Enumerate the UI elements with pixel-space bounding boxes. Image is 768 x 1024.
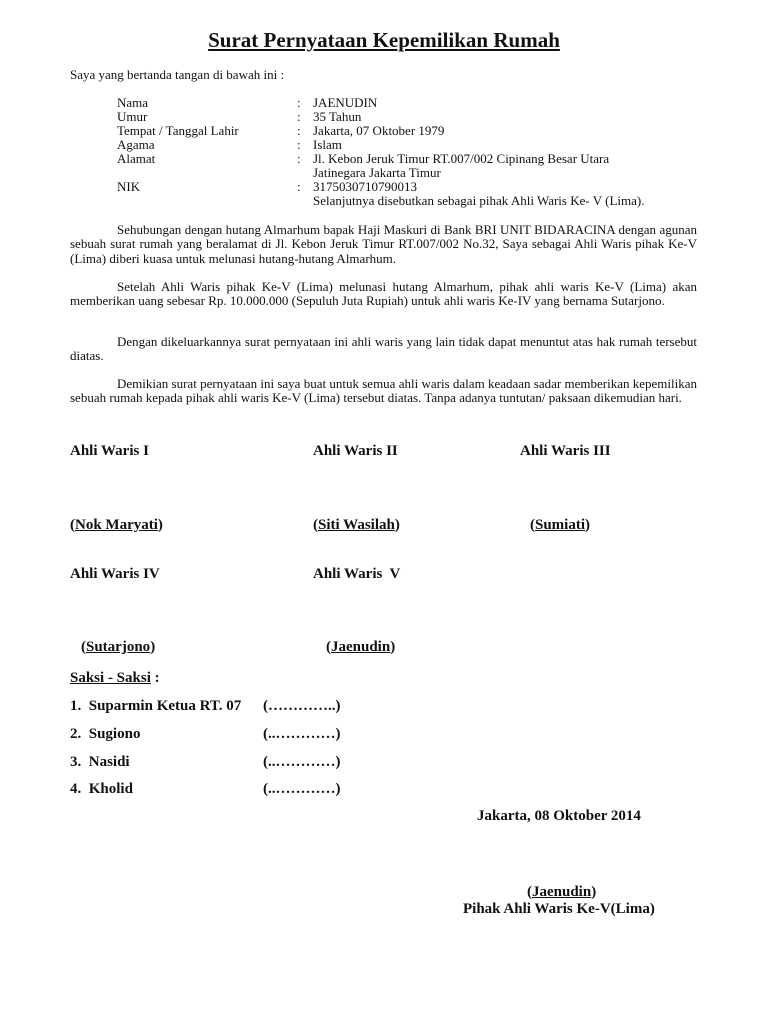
- witness-number: 2.: [70, 726, 82, 742]
- heir-name-text: Siti Wasilah: [318, 517, 395, 533]
- witness-signature-blank: (..…………): [263, 726, 341, 742]
- witness-row: [70, 726, 140, 743]
- intro-text: Saya yang bertanda tangan di bawah ini :: [70, 67, 285, 82]
- field-colon: :: [297, 179, 301, 194]
- field-colon: :: [297, 123, 301, 138]
- heir-3-name: (Sumiati): [530, 517, 591, 533]
- field-label: Umur: [117, 109, 148, 124]
- field-colon: :: [297, 109, 301, 124]
- heir-2-title: Ahli Waris II: [313, 443, 398, 459]
- witness-number: 1.: [70, 698, 82, 714]
- field-value: Jakarta, 07 Oktober 1979: [313, 123, 445, 138]
- witnesses-heading: [70, 670, 160, 687]
- witness-number: 3.: [70, 754, 82, 770]
- heir-name-text: Jaenudin: [331, 639, 391, 655]
- witnesses-heading-colon: :: [154, 670, 160, 686]
- heir-4-title: Ahli Waris IV: [70, 566, 160, 582]
- field-value: Selanjutnya disebutkan sebagai pihak Ahli Waris Ke- V (Lima).: [313, 193, 645, 208]
- heir-2-name: (Siti Wasilah): [313, 517, 400, 533]
- signatory-role: Pihak Ahli Waris Ke-V(Lima): [463, 901, 655, 917]
- paragraph-no-claim: Dengan dikeluarkannya surat pernyataan ini ahli waris yang lain tidak dapat menuntut atas hak rumah tersebut diatas.: [70, 334, 697, 364]
- witness-number: 4.: [70, 781, 82, 797]
- heir-1-name: (Nok Maryati): [70, 517, 163, 533]
- witness-name: Nasidi: [88, 754, 130, 770]
- heir-5-name: (Jaenudin): [326, 639, 396, 655]
- heir-4-name: (Sutarjono): [81, 639, 156, 655]
- signatory-name-text: Jaenudin: [532, 884, 592, 900]
- witness-row: [70, 754, 130, 771]
- witness-signature-blank: (…………..): [263, 698, 341, 714]
- field-label: Agama: [117, 137, 155, 152]
- field-label: Nama: [117, 95, 149, 110]
- heir-name-text: Sumiati: [535, 517, 586, 533]
- field-colon: :: [297, 137, 301, 152]
- field-label: Alamat: [117, 151, 156, 166]
- field-value: JAENUDIN: [313, 95, 378, 110]
- field-colon: :: [297, 95, 301, 110]
- witness-name: Kholid: [88, 781, 133, 797]
- paragraph-closing: Demikian surat pernyataan ini saya buat untuk semua ahli waris dalam keadaan sadar memberikan kepemilikan sebuah rumah kepada pihak ahli waris Ke-V (Lima) tersebut diatas. Tanpa adanya tuntutan/ paksaan dikemudian hari.: [70, 376, 697, 406]
- witness-row: [70, 781, 133, 798]
- heir-name-text: Sutarjono: [86, 639, 151, 655]
- witness-name: Suparmin Ketua RT. 07: [88, 698, 242, 714]
- paragraph-debt: Sehubungan dengan hutang Almarhum bapak Haji Maskuri di Bank BRI UNIT BIDARACINA dengan agunan sebuah surat rumah yang beralamat di Jl. Kebon Jeruk Timur RT.007/002 No.32, Saya sebagai Ahli Waris pihak Ke-V (Lima) diberi kuasa untuk melunasi hutang-hutang Almarhum.: [70, 222, 697, 266]
- signatory-name: (Jaenudin): [527, 884, 597, 900]
- field-value: Jatinegara Jakarta Timur: [313, 165, 441, 180]
- place-date: Jakarta, 08 Oktober 2014: [477, 808, 641, 824]
- witness-name: Sugiono: [88, 726, 141, 742]
- field-label: Tempat / Tanggal Lahir: [117, 123, 239, 138]
- paragraph-payment: Setelah Ahli Waris pihak Ke-V (Lima) melunasi hutang Almarhum, pihak ahli waris Ke-V (Lima) akan memberikan uang sebesar Rp. 10.000.000 (Sepuluh Juta Rupiah) untuk ahli waris Ke-IV yang bernama Sutarjono.: [70, 279, 697, 309]
- field-label: NIK: [117, 179, 141, 194]
- witness-signature-blank: (..…………): [263, 754, 341, 770]
- field-value: Jl. Kebon Jeruk Timur RT.007/002 Cipinang Besar Utara: [313, 151, 610, 166]
- heir-name-text: Nok Maryati: [75, 517, 158, 533]
- field-value: 3175030710790013: [313, 179, 417, 194]
- witness-row: [70, 698, 241, 715]
- heir-1-title: Ahli Waris I: [70, 443, 149, 459]
- document-title: Surat Pernyataan Kepemilikan Rumah: [208, 28, 560, 52]
- field-colon: :: [297, 151, 301, 166]
- witness-signature-blank: (..…………): [263, 781, 341, 797]
- witnesses-heading-text: Saksi - Saksi: [70, 670, 151, 686]
- heir-5-title: Ahli Waris V: [313, 566, 401, 582]
- heir-3-title: Ahli Waris III: [520, 443, 611, 459]
- field-value: Islam: [313, 137, 342, 152]
- field-value: 35 Tahun: [313, 109, 362, 124]
